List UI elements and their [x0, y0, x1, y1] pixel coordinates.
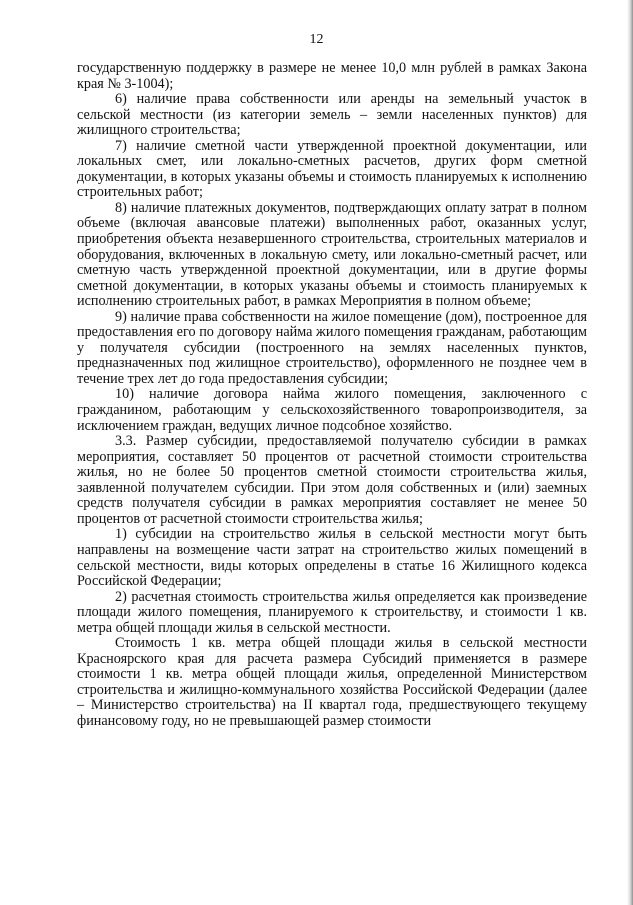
paragraph-item-8: 8) наличие платежных документов, подтверждающих оплату затрат в полном объеме (включая авансовые платежи) выполненных работ, оказанных услуг, приобретения объекта незавершенного строительства, строительных материалов и оборудования, включенных в локальную смету, или локально-сметный расчет, или сметную часть утвержденной проектной документации, или в другие формы сметной документации, в которых указаны объемы и стоимость планируемых к исполнению строительных работ, в рамках Мероприятия в полном объеме; [77, 199, 587, 310]
paragraph-item-6: 6) наличие права собственности или аренды на земельный участок в сельской местности (из категории земель – земли населенных пунктов) для жилищного строительства; [77, 91, 587, 139]
scan-edge-shadow [627, 0, 633, 905]
paragraph-item-10: 10) наличие договора найма жилого помещения, заключенного с гражданином, работающим у сельскохозяйственного товаропроизводителя, за исключением граждан, ведущих личное подсобное хозяйство. [77, 386, 587, 434]
page-number: 12 [309, 32, 324, 47]
document-body [77, 61, 587, 730]
paragraph-subitem-2: 2) расчетная стоимость строительства жилья определяется как произведение площади жилого помещения, планируемого к строительству, и стоимости 1 кв. метра общей площади жилья в сельской местности. [77, 588, 587, 636]
paragraph-subitem-1: 1) субсидии на строительство жилья в сельской местности могут быть направлены на возмещение части затрат на строительство жилых помещений в сельской местности, виды которых определены в статье 16 Жилищного кодекса Российской Федерации; [77, 526, 587, 590]
paragraph-cost-per-sqm: Стоимость 1 кв. метра общей площади жилья в сельской местности Красноярского края для расчета размера Субсидий применяется в размере стоимости 1 кв. метра общей площади жилья, определенной Министерством строительства и жилищно-коммунального хозяйства Российской Федерации (далее – Министерство строительства) на II квартал года, предшествующего текущему финансовому году, но не превышающей размер стоимости [77, 635, 587, 729]
paragraph-section-3-3: 3.3. Размер субсидии, предоставляемой получателю субсидии в рамках мероприятия, составляет 50 процентов от расчетной стоимости строительства жилья, но не более 50 процентов сметной стоимости строительства жилья, заявленной получателем субсидии. При этом доля собственных и (или) заемных средств получателя субсидии в рамках мероприятия составляет не менее 50 процентов от расчетной стоимости строительства жилья; [77, 433, 587, 527]
paragraph-continuation: государственную поддержку в размере не менее 10,0 млн рублей в рамках Закона края № 3-1004); [77, 60, 587, 92]
paragraph-item-7: 7) наличие сметной части утвержденной проектной документации, или локальных смет, или локально-сметных расчетов, других форм сметной документации, в которых указаны объемы и стоимость планируемых к исполнению строительных работ; [77, 137, 587, 201]
paragraph-item-9: 9) наличие права собственности на жилое помещение (дом), построенное для предоставления его по договору найма жилого помещения гражданам, работающим у получателя субсидии (построенного на землях населенных пунктов, предназначенных под жилищное строительство), оформленного не позднее чем в течение трех лет до года предоставления субсидии; [77, 308, 587, 387]
